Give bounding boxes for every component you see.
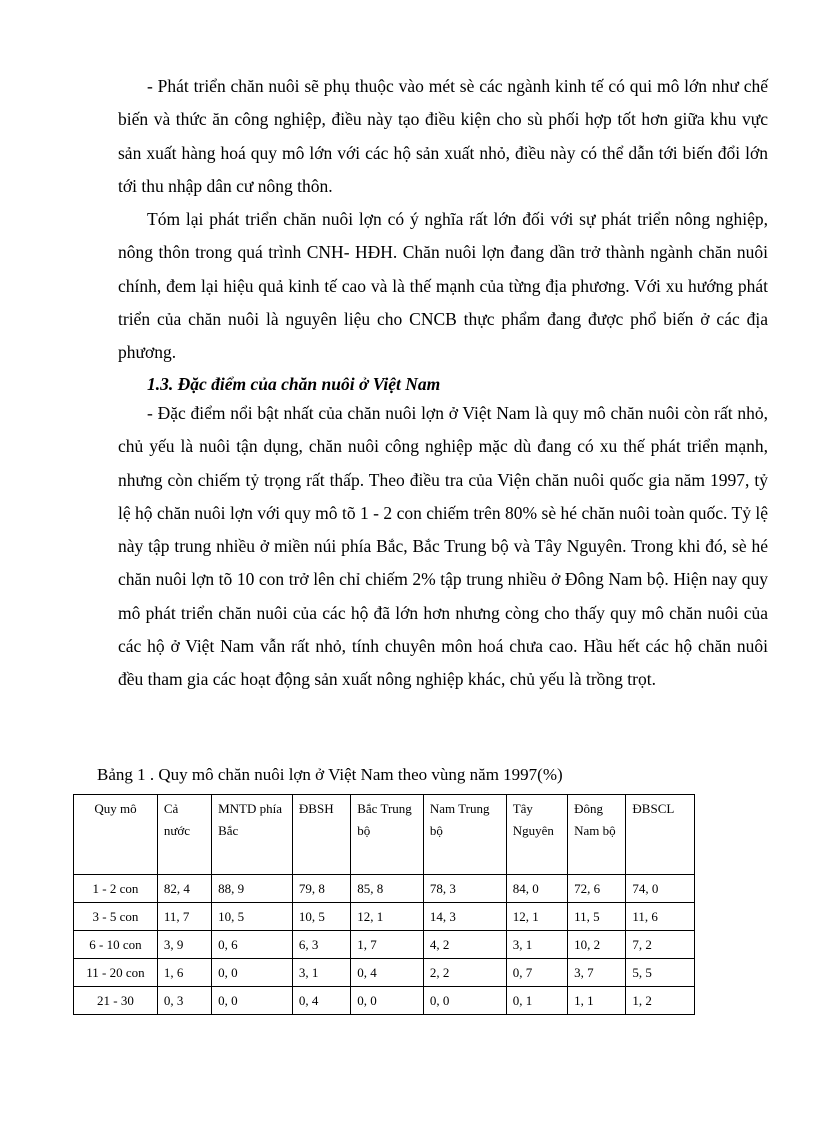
table-row	[74, 931, 695, 959]
table-cell: 1, 6	[157, 959, 211, 987]
row-label-cell: 11 - 20 con	[74, 959, 158, 987]
header-cell: Quy mô	[74, 795, 158, 875]
table-cell: 88, 9	[212, 875, 293, 903]
table-header-row	[74, 795, 695, 875]
table-row	[74, 987, 695, 1015]
table-cell: 72, 6	[568, 875, 626, 903]
table-cell: 3, 1	[292, 959, 350, 987]
table-cell: 85, 8	[351, 875, 424, 903]
table-cell: 1, 2	[626, 987, 695, 1015]
section-heading: 1.3. Đặc điểm của chăn nuôi ở Việt Nam	[147, 374, 441, 394]
header-cell: Tây Nguyên	[506, 795, 567, 875]
table-cell: 0, 1	[506, 987, 567, 1015]
table-row	[74, 875, 695, 903]
table-cell: 0, 4	[351, 959, 424, 987]
table-cell: 11, 7	[157, 903, 211, 931]
header-cell: Cả nước	[157, 795, 211, 875]
table-cell: 14, 3	[423, 903, 506, 931]
table-cell: 3, 9	[157, 931, 211, 959]
paragraph-summary: Tóm lại phát triển chăn nuôi lợn có ý nghĩa rất lớn đối với sự phát triển nông nghiệp, nông thôn trong quá trình CNH- HĐH. Chăn nuôi lợn đang dần trở thành ngành chăn nuôi chính, đem lại hiệu quả kinh tế cao và là thế mạnh của từng địa phương. Với xu hướng phát triển của chăn nuôi là nguyên liệu cho CNCB thực phẩm đang được phổ biến ở các địa phương.	[118, 209, 768, 363]
header-cell: ĐBSH	[292, 795, 350, 875]
header-cell: Nam Trung bộ	[423, 795, 506, 875]
table-cell: 3, 1	[506, 931, 567, 959]
table-row	[74, 959, 695, 987]
table-cell: 0, 0	[351, 987, 424, 1015]
table-cell: 11, 6	[626, 903, 695, 931]
table-cell: 82, 4	[157, 875, 211, 903]
header-cell: Đông Nam bộ	[568, 795, 626, 875]
paragraph-development-dependence: - Phát triển chăn nuôi sẽ phụ thuộc vào mét sè các ngành kinh tế có qui mô lớn như chế biến và thức ăn công nghiệp, điều này tạo điều kiện cho sù phối hợp tốt hơn giữa khu vực sản xuất hàng hoá quy mô lớn với các hộ sản xuất nhỏ, điều này có thể dẫn tới biến đổi lớn tới thu nhập dân cư nông thôn.	[118, 76, 768, 196]
table-cell: 1, 1	[568, 987, 626, 1015]
table-cell: 10, 5	[212, 903, 293, 931]
table-cell: 79, 8	[292, 875, 350, 903]
livestock-scale-table	[73, 794, 695, 1015]
table-cell: 74, 0	[626, 875, 695, 903]
table-cell: 12, 1	[351, 903, 424, 931]
table-cell: 0, 6	[212, 931, 293, 959]
table-cell: 6, 3	[292, 931, 350, 959]
table-cell: 78, 3	[423, 875, 506, 903]
table-cell: 0, 3	[157, 987, 211, 1015]
table-cell: 0, 7	[506, 959, 567, 987]
table-cell: 11, 5	[568, 903, 626, 931]
header-cell: Bắc Trung bộ	[351, 795, 424, 875]
table-cell: 5, 5	[626, 959, 695, 987]
table-caption: Bảng 1 . Quy mô chăn nuôi lợn ở Việt Nam theo vùng năm 1997(%)	[97, 765, 563, 784]
row-label-cell: 21 - 30	[74, 987, 158, 1015]
table-cell: 7, 2	[626, 931, 695, 959]
table-cell: 10, 2	[568, 931, 626, 959]
paragraph-characteristics: - Đặc điểm nổi bật nhất của chăn nuôi lợn ở Việt Nam là quy mô chăn nuôi còn rất nhỏ, chủ yếu là nuôi tận dụng, chăn nuôi công nghiệp mặc dù đang có xu thế phát triển mạnh, nhưng còn chiếm tỷ trọng rất thấp. Theo điều tra của Viện chăn nuôi quốc gia năm 1997, tỷ lệ hộ chăn nuôi lợn với quy mô tõ 1 - 2 con chiếm trên 80% sè hé chăn nuôi toàn quốc. Tỷ lệ này tập trung nhiều ở miền núi phía Bắc, Bắc Trung bộ và Tây Nguyên. Trong khi đó, sè hé chăn nuôi lợn tõ 10 con trở lên chỉ chiếm 2% tập trung nhiều ở Đông Nam bộ. Hiện nay quy mô phát triển chăn nuôi của các hộ đã lớn hơn nhưng còng cho thấy quy mô chăn nuôi của các hộ ở Việt Nam vẫn rất nhỏ, tính chuyên môn hoá chưa cao. Hầu hết các hộ chăn nuôi đều tham gia các hoạt động sản xuất nông nghiệp khác, chủ yếu là trồng trọt.	[118, 403, 768, 690]
table-cell: 0, 0	[212, 987, 293, 1015]
table-cell: 84, 0	[506, 875, 567, 903]
table-cell: 10, 5	[292, 903, 350, 931]
row-label-cell: 1 - 2 con	[74, 875, 158, 903]
row-label-cell: 6 - 10 con	[74, 931, 158, 959]
header-cell: MNTD phía Bắc	[212, 795, 293, 875]
row-label-cell: 3 - 5 con	[74, 903, 158, 931]
table-row	[74, 903, 695, 931]
header-cell: ĐBSCL	[626, 795, 695, 875]
table-cell: 0, 0	[423, 987, 506, 1015]
table-cell: 0, 0	[212, 959, 293, 987]
table-cell: 4, 2	[423, 931, 506, 959]
table-cell: 2, 2	[423, 959, 506, 987]
table-cell: 0, 4	[292, 987, 350, 1015]
table-cell: 3, 7	[568, 959, 626, 987]
table-cell: 12, 1	[506, 903, 567, 931]
table-cell: 1, 7	[351, 931, 424, 959]
